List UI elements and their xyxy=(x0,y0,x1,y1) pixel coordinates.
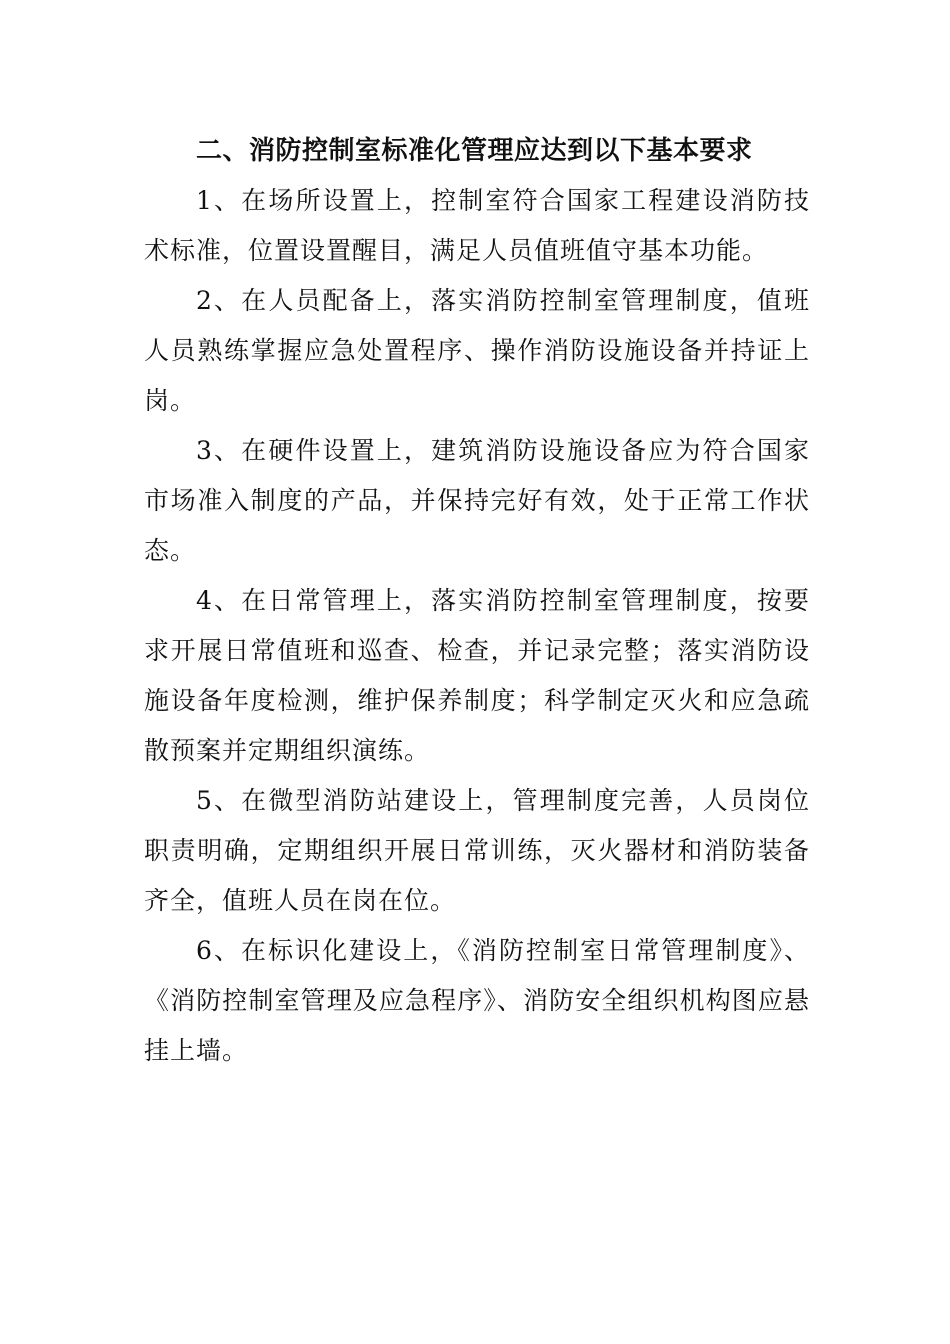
paragraph-3: 3、在硬件设置上，建筑消防设施设备应为符合国家市场准入制度的产品，并保持完好有效，处于正常工作状态。 xyxy=(144,436,810,565)
paragraph-1: 1、在场所设置上，控制室符合国家工程建设消防技术标准，位置设置醒目，满足人员值班值守基本功能。 xyxy=(144,186,810,265)
paragraph-6: 6、在标识化建设上，《消防控制室日常管理制度》、《消防控制室管理及应急程序》、消防安全组织机构图应悬挂上墙。 xyxy=(144,936,810,1065)
paragraph-4: 4、在日常管理上，落实消防控制室管理制度，按要求开展日常值班和巡查、检查，并记录完整；落实消防设施设备年度检测，维护保养制度；科学制定灭火和应急疏散预案并定期组织演练。 xyxy=(144,586,810,765)
paragraph-2: 2、在人员配备上，落实消防控制室管理制度，值班人员熟练掌握应急处置程序、操作消防设施设备并持证上岗。 xyxy=(144,286,810,415)
paragraph-5: 5、在微型消防站建设上，管理制度完善，人员岗位职责明确，定期组织开展日常训练，灭火器材和消防装备齐全，值班人员在岗在位。 xyxy=(144,786,810,915)
section-heading: 二、消防控制室标准化管理应达到以下基本要求 xyxy=(196,136,753,166)
document-body xyxy=(144,126,810,1076)
